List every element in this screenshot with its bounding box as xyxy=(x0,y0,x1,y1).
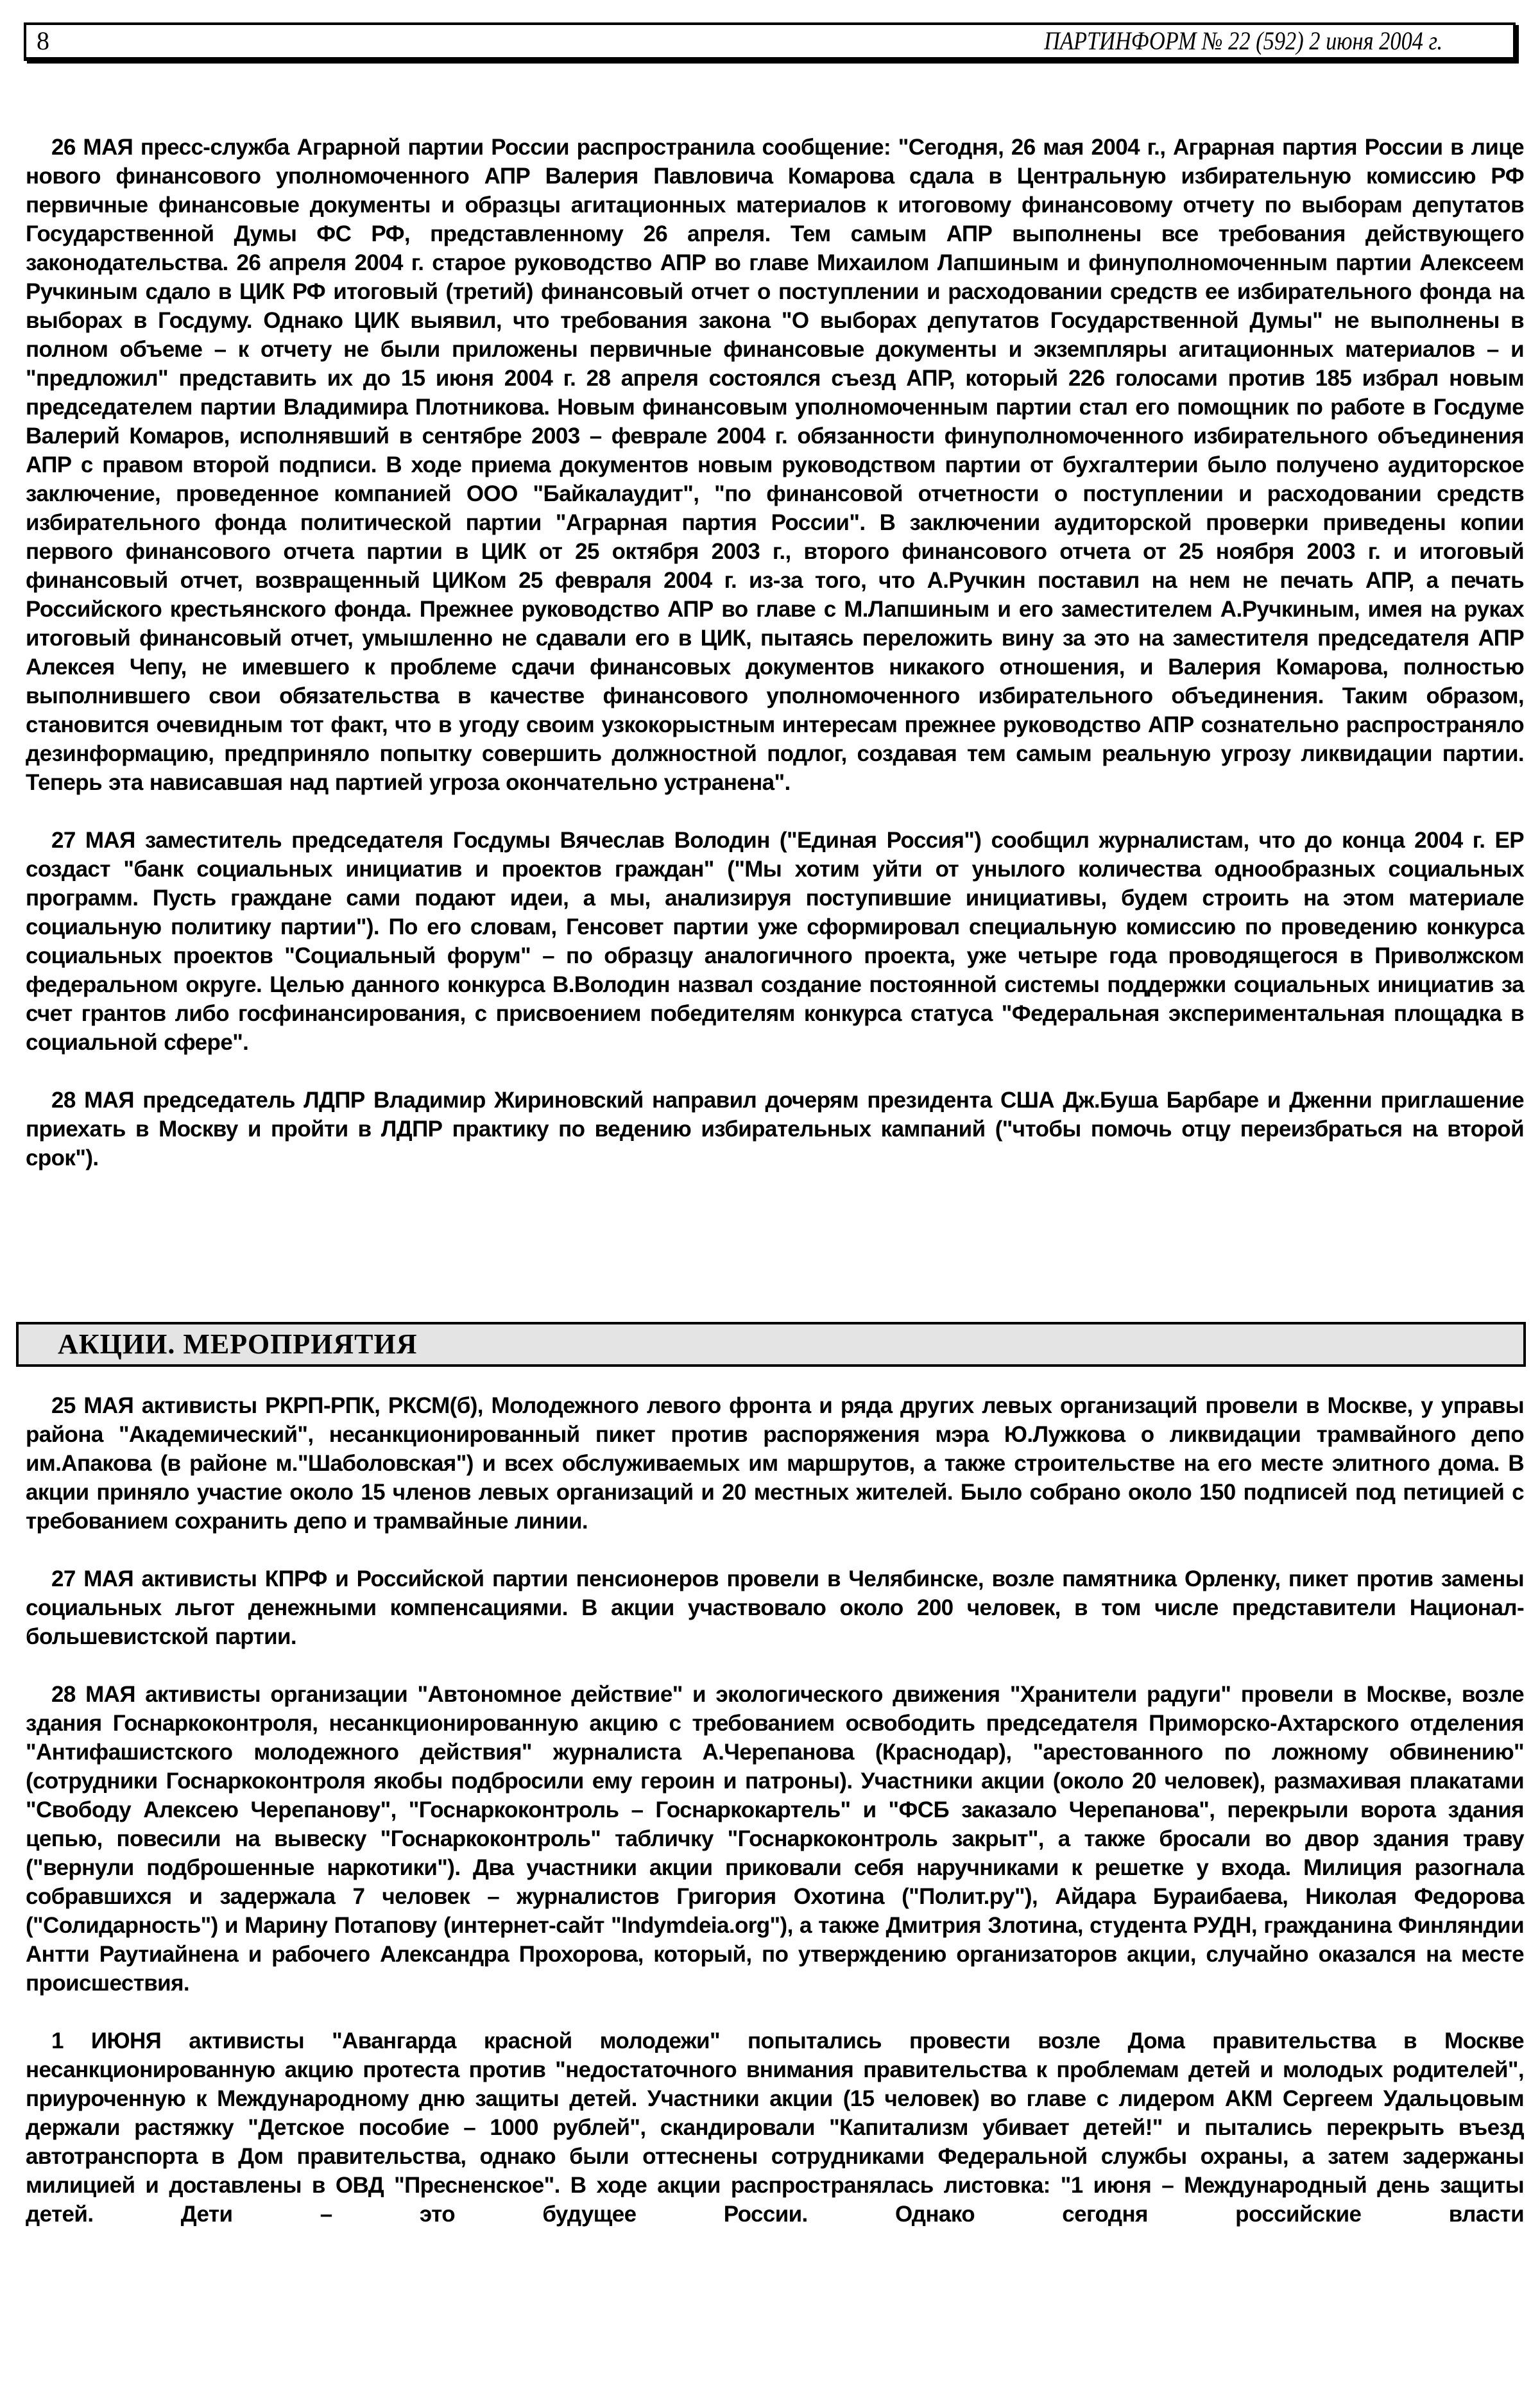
issue-title: ПАРТИНФОРМ № 22 (592) 2 июня 2004 г. xyxy=(1043,26,1442,55)
section-header-actions xyxy=(16,1322,1526,1367)
news-item-may-26: 26 МАЯ пресс-служба Аграрной партии России распространила сообщение: "Сегодня, 26 мая 2004 г., Аграрная партия России в лице нового финансового уполномоченного АПР Валерия Павловича Комарова сдала в Центральную избирательную комиссию РФ первичные финансовые документы и образцы агитационных материалов к итоговому финансовому отчету по выборам депутатов Государственной Думы ФС РФ, представленному 26 апреля. Тем самым АПР выполнены все требования действующего законодательства. 26 апреля 2004 г. старое руководство АПР во главе Михаилом Лапшиным и финуполномоченным партии Алексеем Ручкиным сдало в ЦИК РФ итоговый (третий) финансовый отчет о поступлении и расходовании средств ее избирательного фонда на выборах в Госдуму. Однако ЦИК выявил, что требования закона "О выборах депутатов Государственной Думы" не выполнены в полном объеме – к отчету не были приложены первичные финансовые документы и экземпляры агитационных материалов – и "предложил" представить их до 15 июня 2004 г. 28 апреля состоялся съезд АПР, который 226 голосами против 185 избрал новым председателем партии Владимира Плотникова. Новым финансовым уполномоченным партии стал его помощник по работе в Госдуме Валерий Комаров, исполнявший в сентябре 2003 – феврале 2004 г. обязанности финуполномоченного избирательного объединения АПР с правом второй подписи. В ходе приема документов новым руководством партии от бухгалтерии было получено аудиторское заключение, проведенное компанией ООО "Байкалаудит", "по финансовой отчетности о поступлении и расходовании средств избирательного фонда политической партии "Аграрная партия России". В заключении аудиторской проверки приведены копии первого финансового отчета партии в ЦИК от 25 октября 2003 г., второго финансового отчета от 25 ноября 2003 г. и итоговый финансовый отчет, возвращенный ЦИКом 25 февраля 2004 г. из-за того, что А.Ручкин поставил на нем не печать АПР, а печать Российского крестьянского фонда. Прежнее руководство АПР во главе с М.Лапшиным и его заместителем А.Ручкиным, имея на руках итоговый финансовый отчет, умышленно не сдавали его в ЦИК, пытаясь переложить вину за это на заместителя председателя АПР Алексея Чепу, не имевшего к проблеме сдачи финансовых документов никакого отношения, и Валерия Комарова, полностью выполнившего свои обязательства в качестве финансового уполномоченного избирательного объединения. Таким образом, становится очевидным тот факт, что в угоду своим узкокорыстным интересам прежнее руководство АПР сознательно распространяло дезинформацию, предприняло попытку совершить должностной подлог, создавая тем самым реальную угрозу ликвидации партии. Теперь эта нависавшая над партией угроза окончательно устранена". xyxy=(26,135,1524,795)
action-item-may-25: 25 МАЯ активисты РКРП-РПК, РКСМ(б), Молодежного левого фронта и ряда других левых организаций провели в Москве, у управы района "Академический", несанкционированный пикет против распоряжения мэра Ю.Лужкова о ликвидации трамвайного депо им.Апакова (в районе м."Шаболовская") и всех обслуживаемых им маршрутов, а также строительстве на его месте элитного дома. В акции приняло участие около 15 членов левых организаций и 20 местных жителей. Было собрано около 150 подписей под петицией с требованием сохранить депо и трамвайные линии. xyxy=(26,1393,1524,1534)
action-item-june-1: 1 ИЮНЯ активисты "Авангарда красной молодежи" попытались провести возле Дома правительства в Москве несанкционированную акцию протеста против "недостаточного внимания правительства к проблемам детей и молодых родителей", приуроченную к Международному дню защиты детей. Участники акции (15 человек) во главе с лидером АКМ Сергеем Удальцовым держали растяжку "Детское пособие – 1000 рублей", скандировали "Капитализм убивает детей!" и пытались перекрыть въезд автотранспорта в Дом правительства, однако были оттеснены сотрудниками Федеральной службы охраны, а затем задержаны милицией и доставлены в ОВД "Пресненское". В ходе акции распространялась листовка: "1 июня – Международный день защиты детей. Дети – это будущее России. Однако сегодня российские власти xyxy=(26,2028,1524,2227)
page-number: 8 xyxy=(37,26,49,55)
action-item-may-27: 27 МАЯ активисты КПРФ и Российской партии пенсионеров провели в Челябинске, возле памятника Орленку, пикет против замены социальных льгот денежными компенсациями. В акции участвовало около 200 человек, в том числе представители Национал-большевистской партии. xyxy=(26,1566,1524,1649)
page-header xyxy=(24,22,1516,61)
news-item-may-27: 27 МАЯ заместитель председателя Госдумы Вячеслав Володин ("Единая Россия") сообщил журналистам, что до конца 2004 г. ЕР создаст "банк социальных инициатив и проектов граждан" ("Мы хотим уйти от унылого количества однообразных социальных программ. Пусть граждане сами подают идеи, а мы, анализируя поступившие инициативы, будем строить на этом материале социальную политику партии"). По его словам, Генсовет партии уже сформировал специальную комиссию по проведению конкурса социальных проектов "Социальный форум" – по образцу аналогичного проекта, уже четыре года проводящегося в Приволжском федеральном округе. Целью данного конкурса В.Володин назвал создание постоянной системы поддержки социальных инициатив за счет грантов либо госфинансирования, с присвоением победителям конкурса статуса "Федеральная экспериментальная площадка в социальной сфере". xyxy=(26,828,1524,1055)
section-title: АКЦИИ. МЕРОПРИЯТИЯ xyxy=(58,1328,418,1360)
section-news xyxy=(26,133,1524,1172)
news-item-may-28: 28 МАЯ председатель ЛДПР Владимир Жириновский направил дочерям президента США Дж.Буша Барбаре и Дженни приглашение приехать в Москву и пройти в ЛДПР практику по ведению избирательных кампаний ("чтобы помочь отцу переизбраться на второй срок"). xyxy=(26,1088,1524,1170)
section-actions xyxy=(26,1391,1524,2229)
action-item-may-28: 28 МАЯ активисты организации "Автономное действие" и экологического движения "Хранители радуги" провели в Москве, возле здания Госнаркоконтроля, несанкционированную акцию с требованием освободить председателя Приморско-Ахтарского отделения "Антифашистского молодежного действия" журналиста А.Черепанова (Краснодар), "арестованного по ложному обвинению" (сотрудники Госнаркоконтроля якобы подбросили ему героин и патроны). Участники акции (около 20 человек), размахивая плакатами "Свободу Алексею Черепанову", "Госнаркоконтроль – Госнаркокартель" и "ФСБ заказало Черепанова", перекрыли ворота здания цепью, повесили на вывеску "Госнаркоконтроль" табличку "Госнаркоконтроль закрыт", а также бросали во двор здания траву ("вернули подброшенные наркотики"). Два участники акции приковали себя наручниками к решетке у входа. Милиция разогнала собравшихся и задержала 7 человек – журналистов Григория Охотина ("Полит.ру"), Айдара Бураибаева, Николая Федорова ("Солидарность") и Марину Потапову (интернет-сайт "Indymdeia.org"), а также Дмитрия Злотина, студента РУДН, гражданина Финляндии Антти Раутиайнена и рабочего Александра Прохорова, который, по утверждению организаторов акции, случайно оказался на месте происшествия. xyxy=(26,1682,1524,1996)
